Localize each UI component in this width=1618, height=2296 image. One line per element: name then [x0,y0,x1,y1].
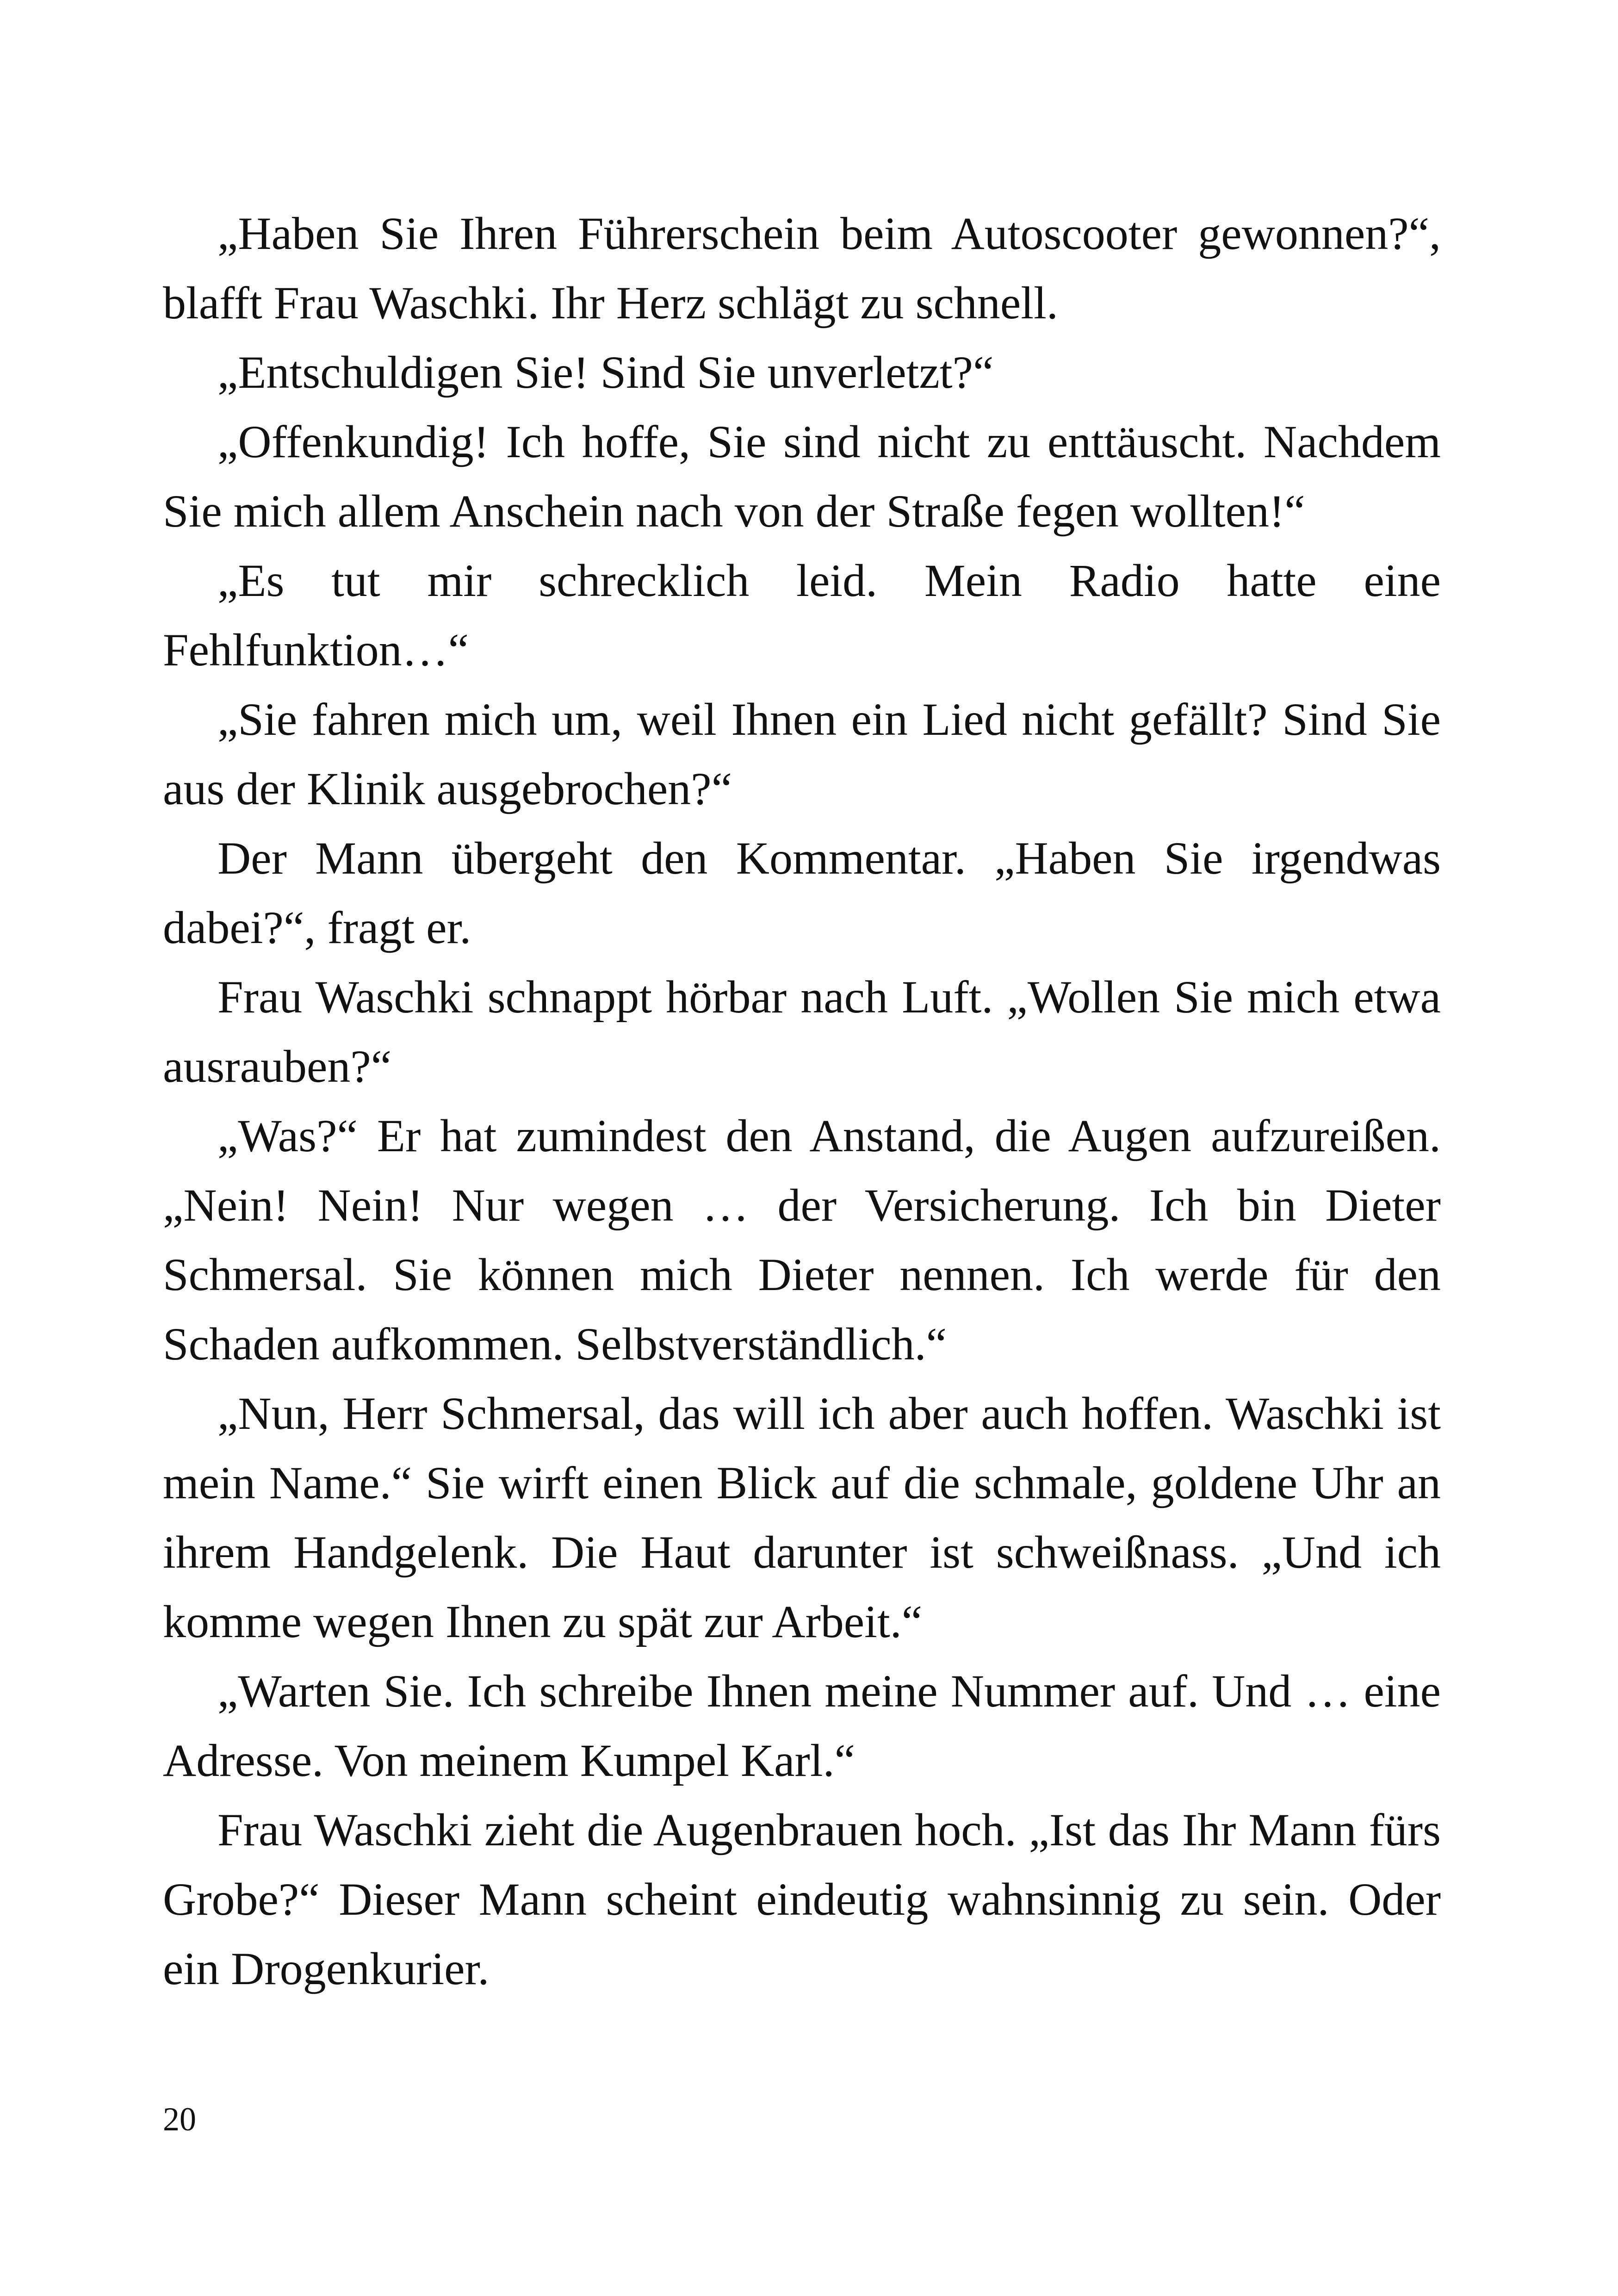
paragraph-5: „Sie fahren mich um, weil Ihnen ein Lied nicht gefällt? Sind Sie aus der Klinik ausgebrochen?“ [163,694,1441,814]
paragraph-3: „Offenkundig! Ich hoffe, Sie sind nicht zu enttäuscht. Nachdem Sie mich allem Anschein nach von der Straße fegen wollten!“ [163,416,1441,537]
paragraph-11: Frau Waschki zieht die Augenbrauen hoch. „Ist das Ihr Mann fürs Grobe?“ Dieser Mann scheint eindeutig wahnsinnig zu sein. Oder ein Drogenkurier. [163,1804,1441,1994]
paragraph-8: „Was?“ Er hat zumindest den Anstand, die Augen aufzureißen. „Nein! Nein! Nur wegen … der Versicherung. Ich bin Dieter Schmersal. Sie können mich Dieter nennen. Ich werde für den Schaden aufkommen. Selbstverständlich.“ [163,1110,1441,1370]
paragraph-7: Frau Waschki schnappt hörbar nach Luft. „Wollen Sie mich etwa ausrauben?“ [163,971,1441,1092]
paragraph-2: „Entschuldigen Sie! Sind Sie unverletzt?“ [217,347,994,398]
paragraph-6: Der Mann übergeht den Kommentar. „Haben Sie irgendwas dabei?“, fragt er. [163,832,1441,953]
page-number: 20 [163,2101,196,2138]
paragraph-1: „Haben Sie Ihren Führerschein beim Autoscooter gewonnen?“, blafft Frau Waschki. Ihr Herz schlägt zu schnell. [163,208,1441,329]
paragraph-9: „Nun, Herr Schmersal, das will ich aber auch hoffen. Waschki ist mein Name.“ Sie wirft einen Blick auf die schmale, goldene Uhr an ihrem Handgelenk. Die Haut darunter ist schweißnass. „Und ich komme wegen Ihnen zu spät zur Arbeit.“ [163,1388,1441,1647]
paragraph-4: „Es tut mir schrecklich leid. Mein Radio hatte eine Fehlfunktion…“ [163,555,1441,676]
body-text [163,199,1441,2004]
paragraph-10: „Warten Sie. Ich schreibe Ihnen meine Nummer auf. Und … eine Adresse. Von meinem Kumpel Karl.“ [163,1665,1441,1786]
